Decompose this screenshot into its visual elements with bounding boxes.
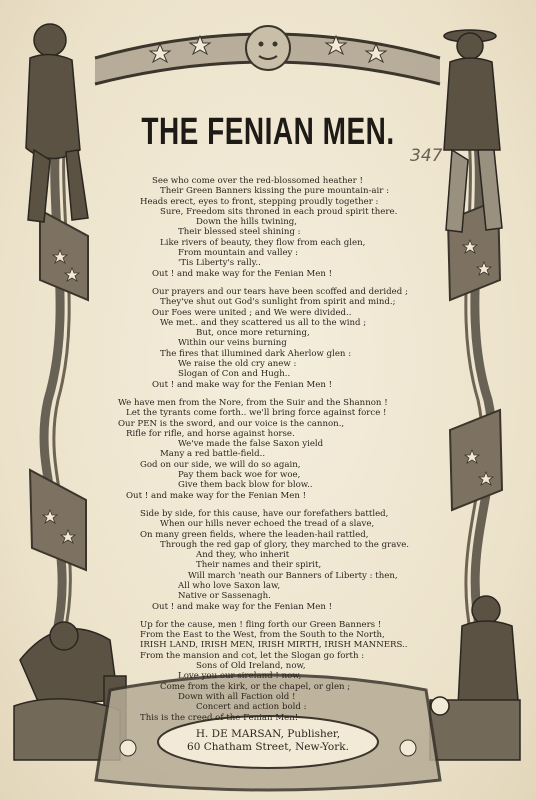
stanza — [118, 620, 418, 723]
poem-line: We met.. and they scattered us all to the wind ; — [160, 317, 367, 328]
poem-line: Rifle for rifle, and horse against horse. — [126, 428, 295, 439]
poem-line: Their names and their spirit, — [196, 560, 322, 571]
poem-line: From mountain and valley : — [178, 248, 299, 259]
poem-line: Many a red battle-field.. — [160, 449, 266, 460]
poem-line: All who love Saxon law, — [178, 580, 281, 591]
poem-line: Sure, Freedom sits throned in each proud spirit there. — [160, 206, 398, 217]
poem-line: Native or Sassenagh. — [178, 591, 271, 602]
poem-line: Down with all Faction old ! — [178, 691, 296, 702]
poem-line: God on our side, we will do so again, — [140, 459, 301, 470]
poem-line: We have men from the Nore, from the Suir and the Shannon ! — [118, 397, 388, 408]
stanza — [118, 509, 418, 612]
publisher-name: H. DE MARSAN, Publisher, — [195, 728, 341, 740]
poem-line: Sons of Old Ireland, now, — [196, 661, 306, 672]
poem-line: When our hills never echoed the tread of a slave, — [160, 519, 375, 530]
poem-line: Slogan of Con and Hugh.. — [178, 369, 291, 380]
publisher-address: 60 Chatham Street, New-York. — [187, 741, 349, 753]
page-title: THE FENIAN MEN. — [141, 110, 395, 153]
poem-line: From the mansion and cot, let the Slogan go forth : — [140, 650, 365, 661]
poem-line: Down the hills twining, — [196, 217, 298, 228]
poem-line: Like rivers of beauty, they flow from each glen, — [160, 237, 366, 248]
poem-line: They've shut out God's sunlight from spirit and mind.; — [160, 297, 396, 308]
poem-line: Within our veins burning — [178, 338, 287, 349]
poem-line: We've made the false Saxon yield — [178, 439, 324, 450]
poem-line: And they, who inherit — [196, 550, 290, 561]
handwritten-catalog-number: 347 — [410, 146, 443, 166]
poem-line: Their blessed steel shining : — [178, 227, 301, 238]
poem-line: Our Foes were united ; and We were divided.. — [152, 307, 352, 318]
poem-line: Their Green Banners kissing the pure mountain-air : — [160, 186, 390, 197]
poem-line: 'Tis Liberty's rally.. — [178, 258, 261, 269]
poem-line: IRISH LAND, IRISH MEN, IRISH MIRTH, IRISH MANNERS.. — [140, 640, 408, 651]
stanza — [118, 398, 418, 501]
poem-line: Heads erect, eyes to front, stepping proudly together : — [140, 196, 379, 207]
poem-line: See who come over the red-blossomed heather ! — [152, 176, 363, 186]
poem-line: But, once more returning, — [196, 328, 310, 339]
poem-line: Up for the cause, men ! fling forth our Green Banners ! — [140, 619, 382, 630]
poem-line: Come from the kirk, or the chapel, or glen ; — [160, 681, 351, 692]
publisher-imprint — [0, 728, 536, 754]
poem-line: Out ! and make way for the Fenian Men ! — [152, 268, 333, 279]
poem-line: The fires that illumined dark Aherlow glen : — [160, 348, 352, 359]
poem-line: This is the creed of the Fenian Men! — [140, 712, 299, 723]
poem-line: On many green fields, where the leaden-hail rattled, — [140, 529, 369, 540]
stanza — [118, 176, 418, 279]
poem-line: Will march 'neath our Banners of Liberty : then, — [188, 570, 398, 581]
poem-line: Let the tyrants come forth.. we'll bring force against force ! — [126, 408, 387, 419]
poem-line: Pay them back woe for woe, — [178, 470, 301, 481]
poem-line: We raise the old cry anew : — [178, 359, 297, 370]
poem-line: Our PEN is the sword, and our voice is the cannon., — [118, 418, 345, 429]
sun-face-icon — [246, 26, 290, 70]
poem-body — [118, 176, 418, 731]
poem-line: Our prayers and our tears have been scoffed and derided ; — [152, 286, 408, 297]
poem-line: From the East to the West, from the South to the North, — [140, 630, 385, 641]
poem-line: Out ! and make way for the Fenian Men ! — [126, 490, 307, 501]
poem-line: Concert and action bold : — [196, 702, 307, 713]
poem-line: Out ! and make way for the Fenian Men ! — [152, 601, 333, 612]
poem-line: Through the red gap of glory, they marched to the grave. — [160, 539, 410, 550]
poem-line: Give them back blow for blow.. — [178, 480, 313, 491]
poem-line: Out ! and make way for the Fenian Men ! — [152, 379, 333, 390]
stanza — [118, 287, 418, 390]
poem-line: Love you our sireland ! now, — [178, 671, 302, 682]
poem-line: Side by side, for this cause, have our forefathers battled, — [140, 508, 389, 519]
